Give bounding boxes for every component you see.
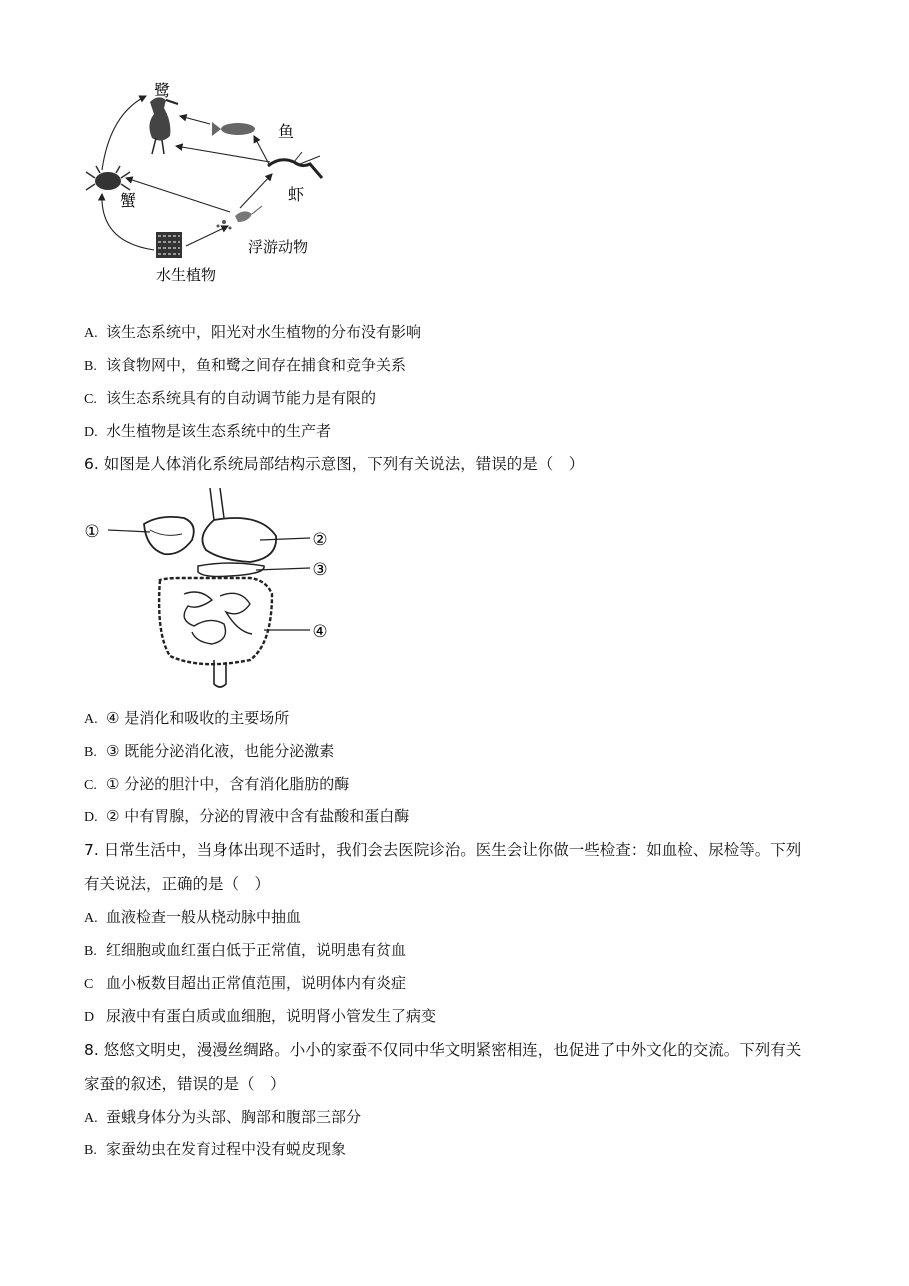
option-letter: C. bbox=[84, 778, 97, 793]
option-text: 该食物网中，鱼和鹭之间存在捕食和竞争关系 bbox=[106, 356, 407, 374]
q8-option-b bbox=[84, 1139, 346, 1161]
q7-option-b bbox=[84, 940, 406, 962]
option-letter: D. bbox=[84, 810, 98, 825]
crab-illustration bbox=[86, 166, 130, 190]
option-text: 家蚕幼虫在发育过程中没有蜕皮现象 bbox=[106, 1140, 347, 1158]
digestive-system-figure bbox=[80, 484, 350, 694]
label-4: ④ bbox=[312, 622, 328, 642]
option-letter: B. bbox=[84, 745, 97, 760]
q8-stem-line2: 家蚕的叙述，错误的是（ ） bbox=[84, 1075, 286, 1093]
q7-stem-line1: 7. 日常生活中，当身体出现不适时，我们会去医院诊治。医生会让你做一些检查：如血检、尿检等。下列 bbox=[84, 841, 802, 859]
option-letter: A. bbox=[84, 326, 98, 341]
option-text: ② 中有胃腺，分泌的胃液中含有盐酸和蛋白酶 bbox=[106, 807, 410, 825]
q7-stem-line2: 有关说法，正确的是（ ） bbox=[84, 875, 271, 893]
option-text: ④ 是消化和吸收的主要场所 bbox=[106, 709, 290, 727]
plants-illustration bbox=[156, 232, 182, 258]
q5-option-d bbox=[84, 421, 331, 443]
option-letter: A. bbox=[84, 712, 98, 727]
q6-stem: 6. 如图是人体消化系统局部结构示意图，下列有关说法，错误的是（ ） bbox=[84, 455, 585, 473]
shrimp-label: 虾 bbox=[288, 185, 305, 204]
q6-option-d bbox=[84, 806, 409, 828]
option-text: 该生态系统中，阳光对水生植物的分布没有影响 bbox=[106, 323, 422, 341]
label-1: ① bbox=[84, 522, 100, 542]
option-letter: A. bbox=[84, 1111, 98, 1126]
option-text: 蚕蛾身体分为头部、胸部和腹部三部分 bbox=[106, 1108, 362, 1126]
zooplankton-label: 浮游动物 bbox=[248, 238, 309, 256]
option-letter: A. bbox=[84, 911, 98, 926]
option-text: ③ 既能分泌消化液，也能分泌激素 bbox=[106, 742, 335, 760]
option-text: 血小板数目超出正常值范围，说明体内有炎症 bbox=[106, 974, 407, 992]
q8-option-a bbox=[84, 1107, 361, 1129]
option-letter: C bbox=[84, 977, 94, 992]
shrimp-illustration bbox=[268, 152, 322, 178]
option-text: 红细胞或血红蛋白低于正常值，说明患有贫血 bbox=[106, 941, 407, 959]
option-letter: B. bbox=[84, 1143, 97, 1158]
option-text: 血液检查一般从桡动脉中抽血 bbox=[106, 908, 302, 926]
q6-option-a bbox=[84, 708, 289, 730]
heron-illustration bbox=[149, 97, 178, 154]
option-text: 尿液中有蛋白质或血细胞，说明肾小管发生了病变 bbox=[106, 1007, 437, 1025]
option-letter: B. bbox=[84, 359, 97, 374]
q5-option-b bbox=[84, 355, 406, 377]
option-letter: D. bbox=[84, 425, 98, 440]
q7-option-a bbox=[84, 907, 301, 929]
q8-stem-line1: 8. 悠悠文明史，漫漫丝绸路。小小的家蚕不仅同中华文明紧密相连，也促进了中外文化的交流。下列有关 bbox=[84, 1041, 802, 1059]
q6-option-b bbox=[84, 741, 334, 763]
crab-label: 蟹 bbox=[120, 191, 137, 210]
fish-label: 鱼 bbox=[278, 122, 295, 141]
option-letter: D bbox=[84, 1010, 95, 1025]
fish-illustration bbox=[212, 122, 255, 136]
option-text: 水生植物是该生态系统中的生产者 bbox=[106, 422, 332, 440]
heron-label: 鹭 bbox=[153, 81, 171, 100]
option-letter: B. bbox=[84, 944, 97, 959]
plants-label: 水生植物 bbox=[155, 266, 217, 284]
q7-option-c bbox=[84, 973, 406, 995]
option-text: 该生态系统具有的自动调节能力是有限的 bbox=[106, 389, 377, 407]
option-letter: C. bbox=[84, 392, 97, 407]
label-3: ③ bbox=[312, 560, 328, 580]
food-web-figure bbox=[80, 74, 340, 294]
q6-option-c bbox=[84, 774, 349, 796]
option-text: ① 分泌的胆汁中，含有消化脂肪的酶 bbox=[106, 775, 350, 793]
label-2: ② bbox=[312, 530, 328, 550]
q5-option-a bbox=[84, 322, 421, 344]
q5-option-c bbox=[84, 388, 376, 410]
q7-option-d bbox=[84, 1006, 436, 1028]
